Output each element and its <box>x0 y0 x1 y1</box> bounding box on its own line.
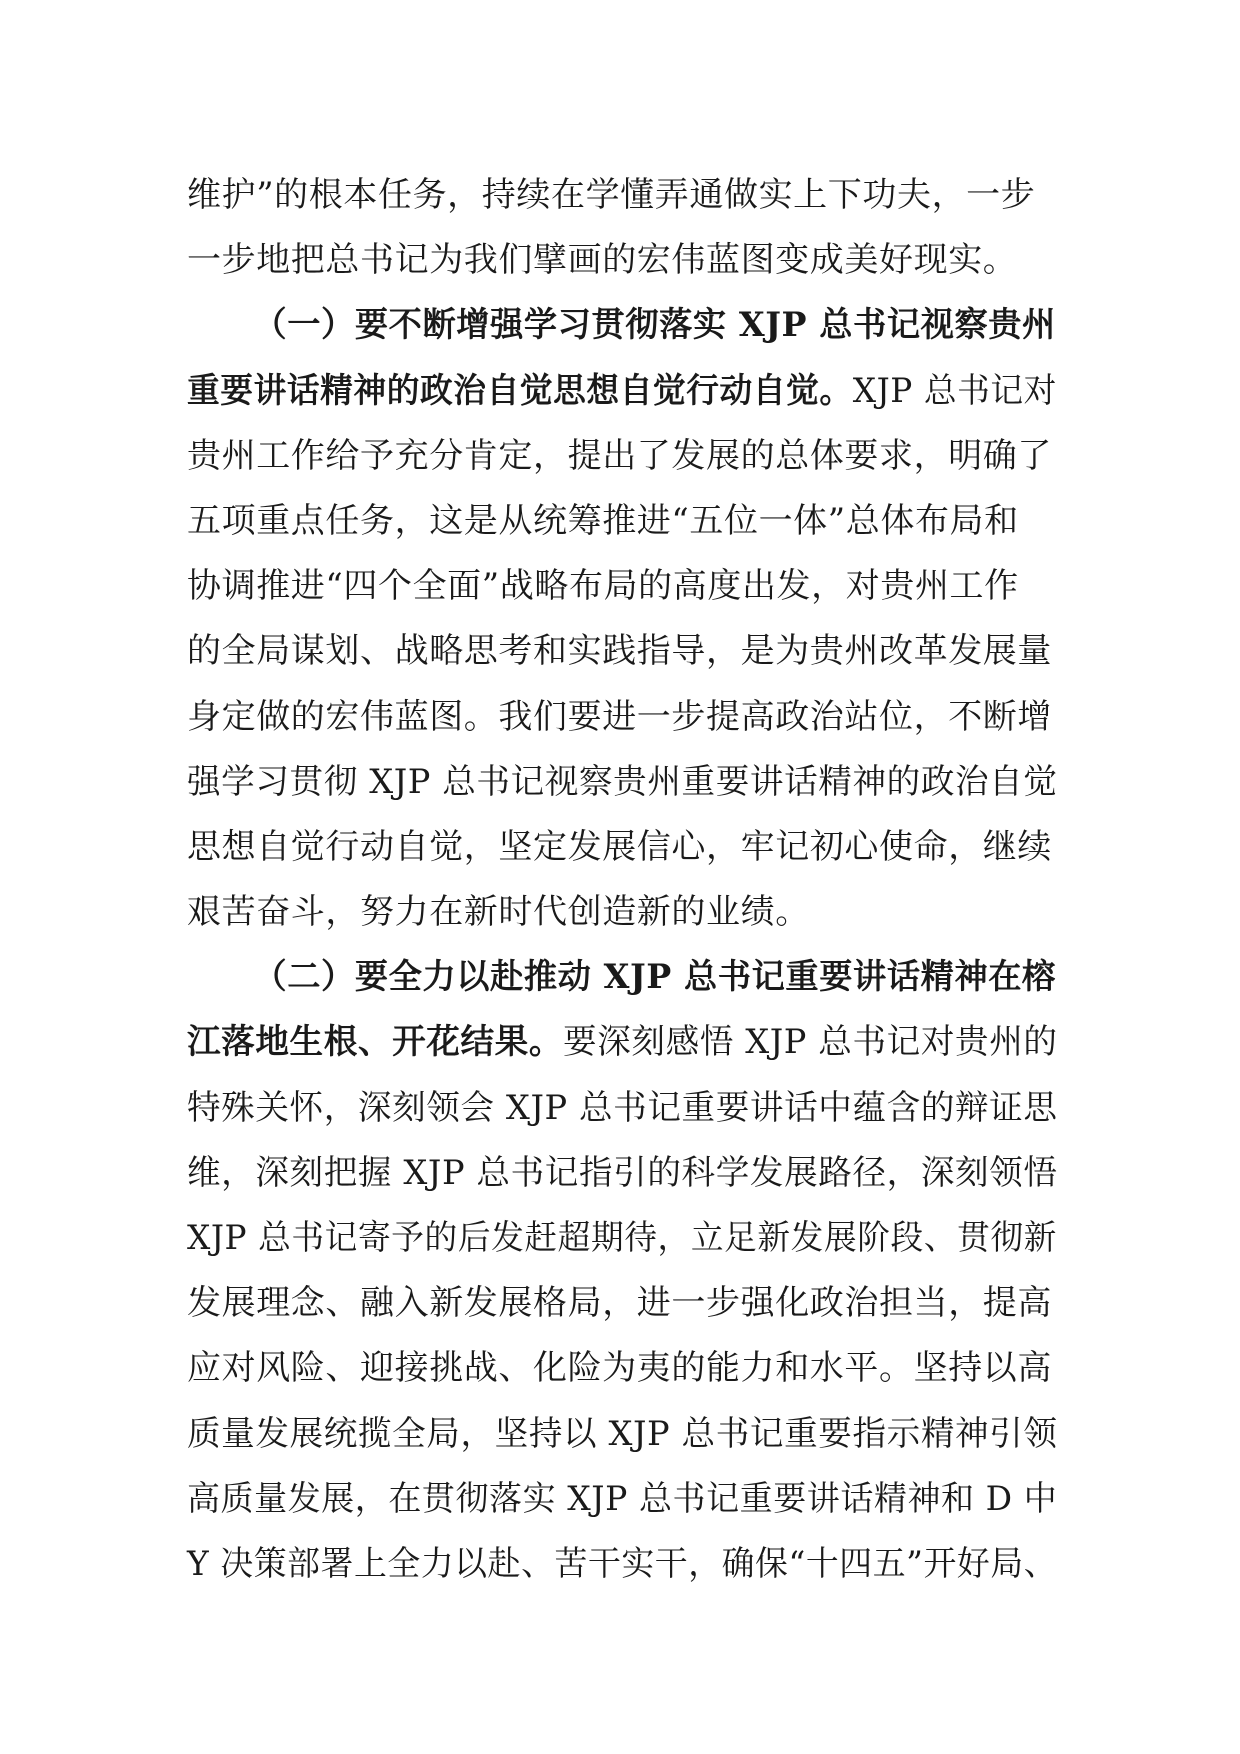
body-text-run: 特殊关怀，深刻领会 XJP 总书记重要讲话中蕴含的辩证思 <box>187 1087 1058 1128</box>
body-text-run: 要深刻感悟 XJP 总书记对贵州的 <box>563 1022 1058 1063</box>
bold-text: （一）要不断增强学习贯彻落实 XJP 总书记视察贵州 <box>253 305 1056 346</box>
text-line <box>187 1206 1057 1271</box>
body-text-run: 贵州工作给予充分肯定，提出了发展的总体要求，明确了 <box>187 435 1052 476</box>
body-text-run: 五项重点任务，这是从统筹推进“五位一体”总体布局和 <box>187 500 1019 541</box>
body-text-run: 维护”的根本任务，持续在学懂弄通做实上下功夫，一步 <box>187 175 1036 215</box>
text-line <box>187 554 1057 619</box>
text-line <box>187 1532 1058 1597</box>
bold-text: （二）要全力以赴推动 XJP 总书记重要讲话精神在榕 <box>253 957 1056 998</box>
text-line <box>187 880 1057 945</box>
text-line <box>187 619 1057 684</box>
text-line <box>187 1336 1057 1401</box>
body-text-run: XJP 总书记对 <box>852 370 1057 411</box>
text-line <box>187 228 1057 293</box>
body-text <box>187 163 1057 1597</box>
text-line <box>187 424 1057 489</box>
text-line <box>187 750 1058 815</box>
body-text-run: 应对风险、迎接挑战、化险为夷的能力和水平。坚持以高 <box>187 1348 1052 1389</box>
body-text-run: 一步地把总书记为我们擘画的宏伟蓝图变成美好现实。 <box>187 240 1018 281</box>
body-text-run: 质量发展统揽全局，坚持以 XJP 总书记重要指示精神引领 <box>187 1413 1058 1454</box>
bold-text: 重要讲话精神的政治自觉思想自觉行动自觉。 <box>187 370 853 411</box>
body-text-run: 身定做的宏伟蓝图。我们要进一步提高政治站位，不断增 <box>187 696 1052 737</box>
text-line <box>187 359 1057 424</box>
body-text-run: 思想自觉行动自觉，坚定发展信心，牢记初心使命，继续 <box>187 826 1052 867</box>
text-line <box>187 1010 1058 1075</box>
text-line <box>187 1467 1058 1532</box>
text-line <box>187 1141 1058 1206</box>
text-line <box>187 685 1057 750</box>
body-text-run: 强学习贯彻 XJP 总书记视察贵州重要讲话精神的政治自觉 <box>187 761 1058 802</box>
body-text-run: Y 决策部署上全力以赴、苦干实干，确保“十四五”开好局、 <box>187 1543 1058 1584</box>
body-text-run: 艰苦奋斗，努力在新时代创造新的业绩。 <box>187 892 810 933</box>
body-text-run: 的全局谋划、战略思考和实践指导，是为贵州改革发展量 <box>187 631 1052 672</box>
text-line <box>187 1076 1058 1141</box>
text-line <box>187 1402 1058 1467</box>
text-line <box>187 815 1057 880</box>
body-text-run: 协调推进“四个全面”战略布局的高度出发，对贵州工作 <box>187 566 1019 607</box>
section-heading-line <box>187 293 1056 358</box>
body-text-run: XJP 总书记寄予的后发赶超期待，立足新发展阶段、贯彻新 <box>187 1218 1057 1258</box>
body-text-run: 高质量发展，在贯彻落实 XJP 总书记重要讲话精神和 D 中 <box>187 1478 1058 1519</box>
text-line <box>187 1271 1057 1336</box>
body-text-run: 维，深刻把握 XJP 总书记指引的科学发展路径，深刻领悟 <box>187 1152 1058 1193</box>
text-line <box>187 489 1057 554</box>
text-line <box>187 163 1057 228</box>
bold-text: 江落地生根、开花结果。 <box>187 1022 564 1063</box>
section-heading-line <box>187 945 1056 1010</box>
body-text-run: 发展理念、融入新发展格局，进一步强化政治担当，提高 <box>187 1283 1052 1324</box>
